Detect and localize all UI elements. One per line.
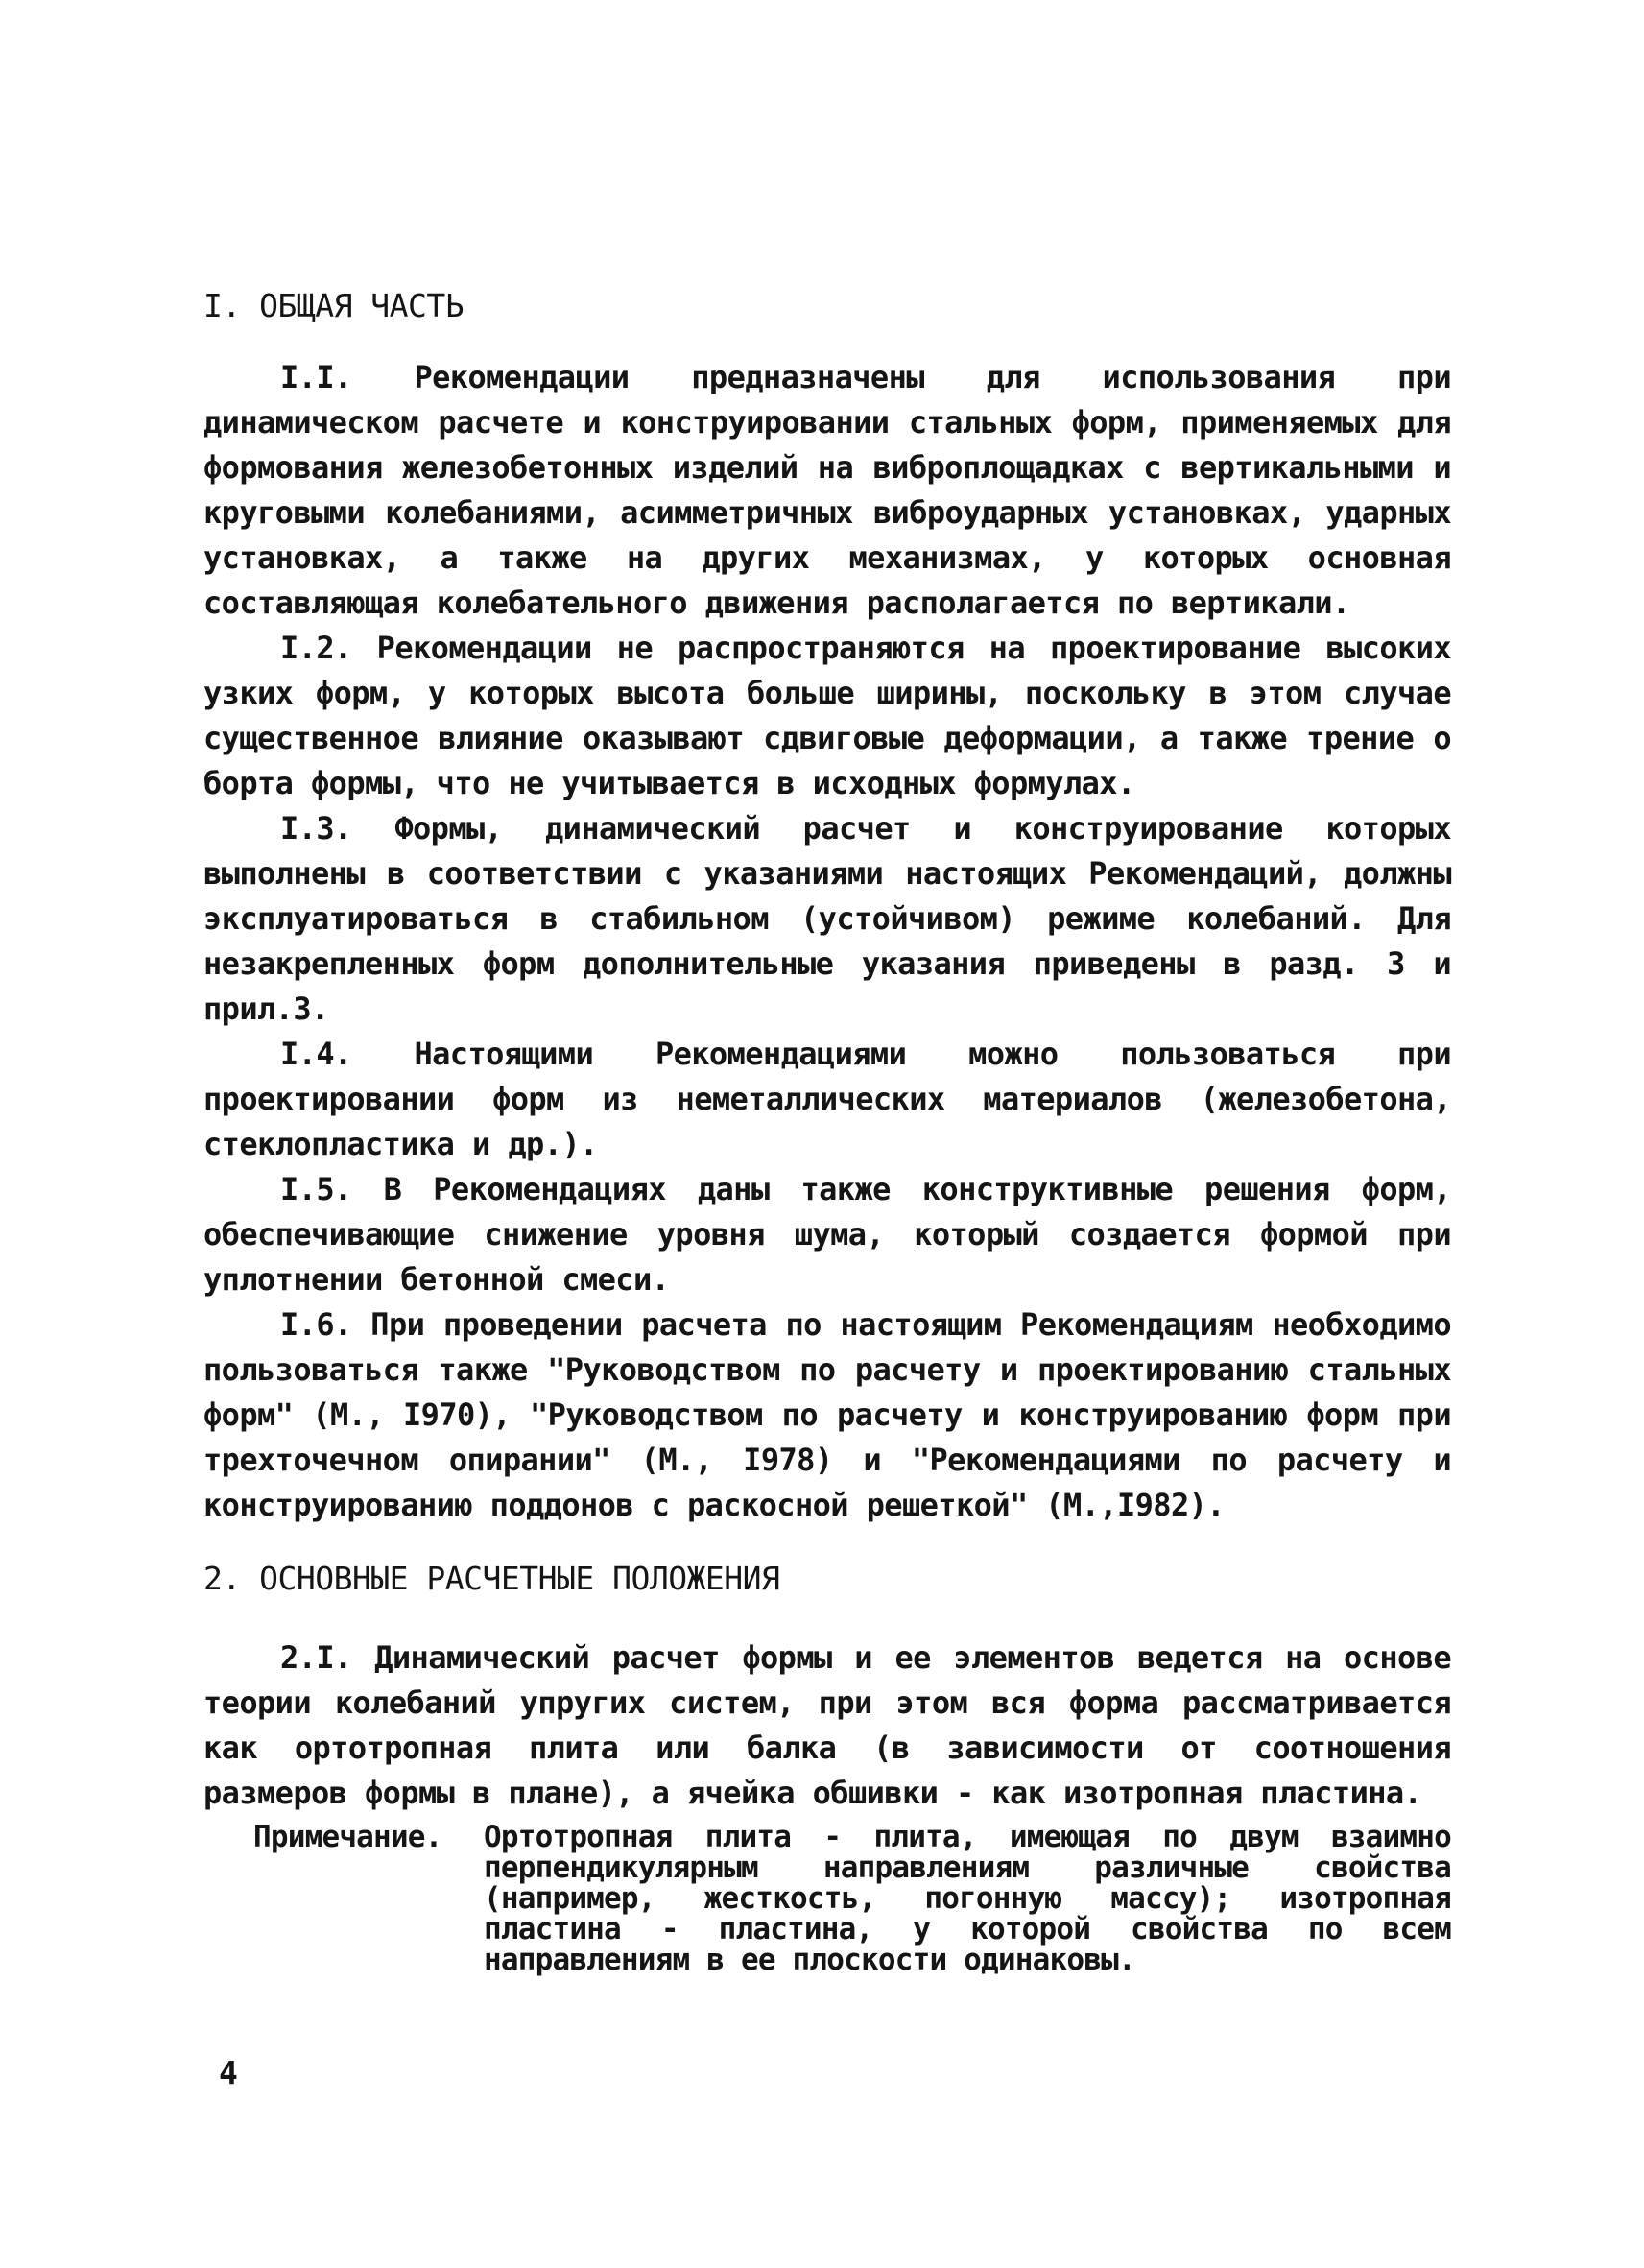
note-block — [203, 1822, 1451, 1975]
section-1-heading: I. ОБЩАЯ ЧАСТЬ — [203, 287, 465, 324]
paragraph-1-3: I.3. Формы, динамический расчет и конструирование которых выполнены в соответствии с указаниями настоящих Рекомендаций, должны эксплуатироваться в стабильном (устойчивом) режиме колебаний. Для незакрепленных форм дополнительные указания приведены в разд. 3 и прил.3. — [203, 810, 1451, 1027]
page-number: 4 — [219, 2054, 238, 2091]
paragraph-1-6: I.6. При проведении расчета по настоящим Рекомендациям необходимо пользоваться также "Руководством по расчету и проектированию стальных форм" (М., I970), "Руководством по расчету и конструированию форм при трехточечном опирании" (М., I978) и "Рекомендациями по расчету и конструированию поддонов с раскосной решеткой" (М.,I982). — [203, 1306, 1451, 1523]
note-label: Примечание. — [253, 1820, 442, 1854]
paragraph-2-1: 2.I. Динамический расчет формы и ее элементов ведется на основе теории колебаний упругих систем, при этом вся форма рассматривается как ортотропная плита или балка (в зависимости от соотношения размеров формы в плане), а ячейка обшивки - как изотропная пластина. — [203, 1639, 1451, 1811]
paragraph-1-4: I.4. Настоящими Рекомендациями можно пользоваться при проектировании форм из неметаллических материалов (железобетона, стеклопластика и др.). — [203, 1036, 1451, 1162]
section-2-heading: 2. ОСНОВНЫЕ РАСЧЕТНЫЕ ПОЛОЖЕНИЯ — [203, 1560, 780, 1597]
page-content — [203, 284, 1451, 1975]
note-text: Ортотропная плита - плита, имеющая по двум взаимно перпендикулярным направлениям различные свойства (например, жесткость, погонную массу); изотропная пластина - пластина, у которой свойства по всем направлениям в ее плоскости одинаковы. — [484, 1820, 1451, 1977]
paragraph-1-2: I.2. Рекомендации не распространяются на проектирование высоких узких форм, у которых высота больше ширины, поскольку в этом случае существенное влияние оказывают сдвиговые деформации, а также трение о борта формы, что не учитывается в исходных формулах. — [203, 630, 1451, 801]
paragraph-1-5: I.5. В Рекомендациях даны также конструктивные решения форм, обеспечивающие снижение уровня шума, который создается формой при уплотнении бетонной смеси. — [203, 1171, 1451, 1298]
paragraph-1-1: I.I. Рекомендации предназначены для использования при динамическом расчете и конструировании стальных форм, применяемых для формования железобетонных изделий на виброплощадках с вертикальными и круговыми колебаниями, асимметричных виброударных установках, ударных установках, а также на других механизмах, у которых основная составляющая колебательного движения располагается по вертикали. — [203, 359, 1451, 621]
